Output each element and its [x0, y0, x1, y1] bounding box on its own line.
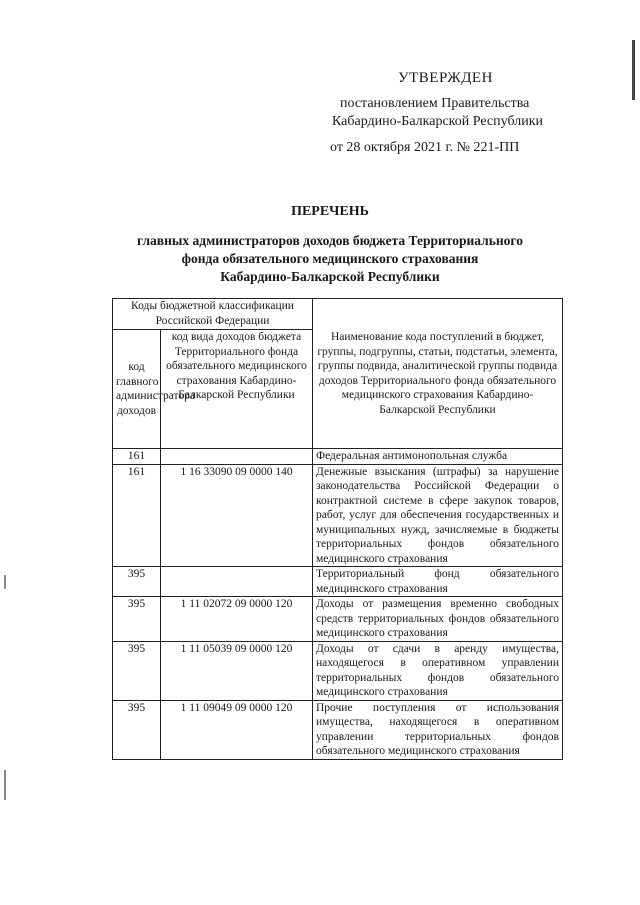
admin-code-cell: 395 — [113, 641, 161, 700]
admin-code-cell: 161 — [113, 464, 161, 567]
table-row — [113, 597, 563, 642]
income-code-cell — [161, 567, 313, 597]
income-code-cell: 1 11 09049 09 0000 120 — [161, 700, 313, 759]
admin-code-cell: 395 — [113, 700, 161, 759]
income-name-cell: Федеральная антимонопольная служба — [313, 449, 563, 465]
approval-date: от 28 октября 2021 г. № 221-ПП — [330, 140, 520, 155]
income-name-cell: Доходы от сдачи в аренду имущества, находящегося в оперативном управлении территориальных фондов обязательного медицинского страхования — [313, 641, 563, 700]
table-row — [113, 641, 563, 700]
table-row — [113, 700, 563, 759]
admin-code-cell: 161 — [113, 449, 161, 465]
income-code-cell: 1 11 02072 09 0000 120 — [161, 597, 313, 642]
table-header-row — [113, 299, 563, 330]
admin-code-cell: 395 — [113, 597, 161, 642]
admin-code-cell: 395 — [113, 567, 161, 597]
scan-edge-mark — [4, 770, 6, 800]
table-row — [113, 464, 563, 567]
subtitle-line: Кабардино-Балкарской Республики — [220, 269, 440, 284]
header-col3-cell: Наименование кода поступлений в бюджет, группы, подгруппы, статьи, подстатьи, элемента, группы подвида, аналитической группы подвида доходов Территориального фонда обязательного медицинского страхования Кабардино-Балкарской Республики — [313, 299, 563, 449]
table-row — [113, 449, 563, 465]
scan-edge-mark — [632, 40, 635, 100]
table-row — [113, 567, 563, 597]
subtitle-line: главных администраторов доходов бюджета Территориального — [137, 233, 523, 248]
document-title: ПЕРЕЧЕНЬ — [291, 204, 369, 219]
income-code-cell: 1 11 05039 09 0000 120 — [161, 641, 313, 700]
document-subtitle — [90, 232, 570, 286]
income-name-cell: Прочие поступления от использования имущества, находящегося в оперативном управлении территориальных фондов обязательного медицинского страхования — [313, 700, 563, 759]
administrators-table — [112, 298, 563, 760]
scan-edge-mark — [4, 575, 6, 589]
income-code-cell: 1 16 33090 09 0000 140 — [161, 464, 313, 567]
income-code-cell — [161, 449, 313, 465]
header-col2-cell: код вида доходов бюджета Территориального фонда обязательного медицинского страхования Кабардино-Балкарской Республики — [161, 330, 313, 449]
approval-heading: УТВЕРЖДЕН — [398, 70, 493, 86]
subtitle-line: фонда обязательного медицинского страхования — [181, 251, 479, 266]
approval-line: постановлением Правительства — [340, 96, 530, 111]
income-name-cell: Доходы от размещения временно свободных средств территориальных фондов обязательного медицинского страхования — [313, 597, 563, 642]
approval-line: Кабардино-Балкарской Республики — [332, 114, 543, 129]
income-name-cell: Денежные взыскания (штрафы) за нарушение законодательства Российской Федерации о контрактной системе в сфере закупок товаров, работ, услуг для обеспечения государственных и муниципальных нужд, зачисляемые в бюджеты территориальных фондов обязательного медицинского страхования — [313, 464, 563, 567]
header-col1-cell: код главного администратора доходов — [113, 330, 161, 449]
header-group-cell: Коды бюджетной классификации Российской Федерации — [113, 299, 313, 330]
income-name-cell: Территориальный фонд обязательного медицинского страхования — [313, 567, 563, 597]
